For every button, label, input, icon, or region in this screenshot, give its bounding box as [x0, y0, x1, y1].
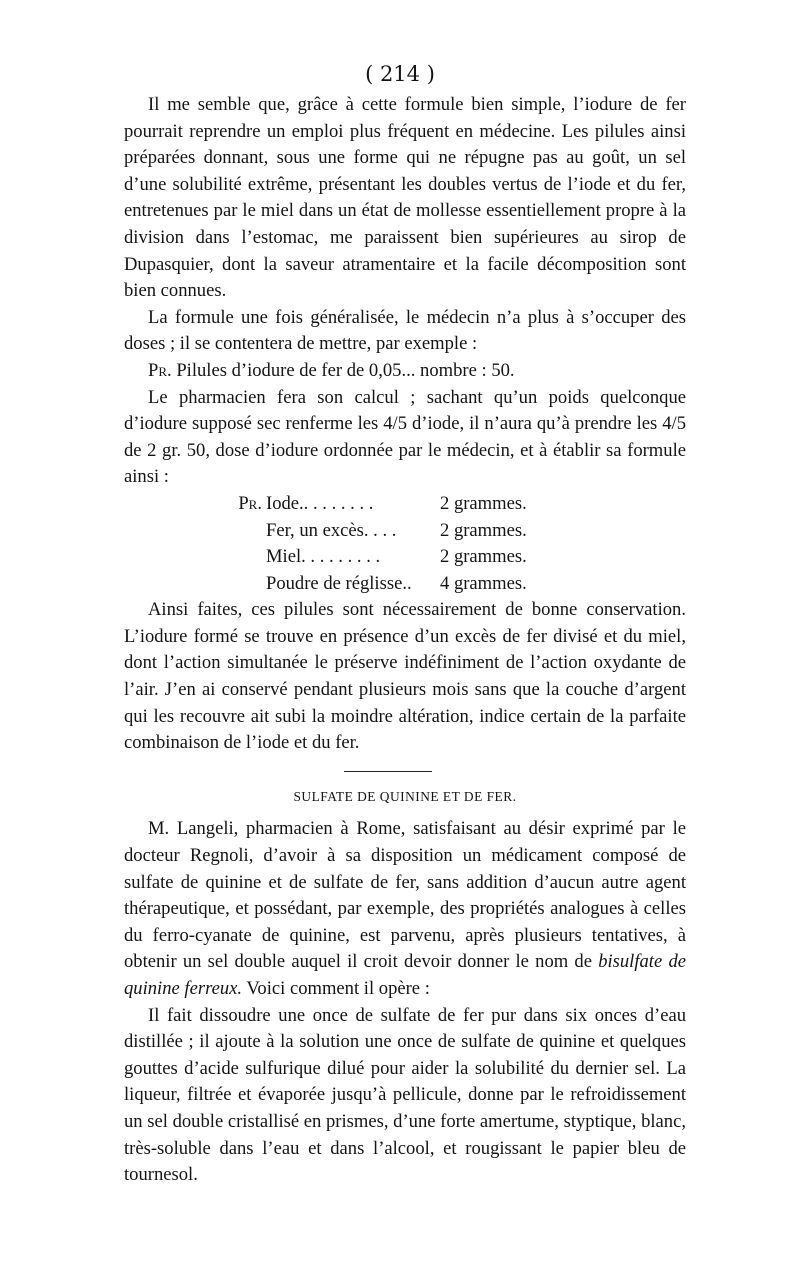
page-text: [124, 92, 686, 1189]
ingredient-name: Iode.. . . . . . . .: [266, 492, 374, 514]
formula-row: [124, 518, 686, 545]
formula-table: [124, 491, 686, 597]
formula-abbr: Pr.: [238, 492, 262, 514]
formula-row: [124, 491, 686, 518]
salt-name-italic: bisulfate de quinine ferreux.: [124, 951, 686, 999]
paragraph-preparation: Il fait dissoudre une once de sulfate de fer pur dans six onces d’eau distillée ; il ajoute à la solution une once de sulfate de quinine et quelques gouttes d’acide sulfurique dilué pour aider la solubilité du dernier sel. La liqueur, filtrée et évaporée jusqu’à pellicule, donne par le refroidissement un sel double cristallisé en prismes, d’une forte amertume, styptique, blanc, très-soluble dans l’eau et dans l’alcool, et rougissant le papier bleu de tournesol.: [124, 1004, 686, 1186]
langeli-text: M. Langeli, pharmacien à Rome, satisfaisant au désir exprimé par le docteur Regnoli, d’avoir à sa disposition un médicament composé de sulfate de quinine et de sulfate de fer, sans addition d’aucun autre agent thérapeutique, et possédant, par exemple, des propriétés analogues à celles du ferro-cyanate de quinine, est parvenu, après plusieurs tentatives, à obtenir un sel double auquel il croit devoir donner le nom de: [124, 818, 686, 973]
prescription-text: Pilules d’iodure de fer de 0,05... nombre : 50.: [176, 359, 515, 381]
paragraph-calcul: Le pharmacien fera son calcul ; sachant qu’un poids quelconque d’iodure supposé sec renferme les 4/5 d’iode, il n’aura qu’à prendre les 4/5 de 2 gr. 50, dose d’iodure ordonnée par le médecin, et à établir sa formule ainsi :: [124, 386, 686, 488]
formula-row: [124, 571, 686, 598]
ingredient-name: Fer, un excès. . . .: [266, 519, 397, 541]
ingredient-name: Miel. . . . . . . . .: [266, 546, 381, 568]
ingredient-quantity: 2 grammes.: [440, 546, 527, 568]
paragraph-conservation: Ainsi faites, ces pilules sont nécessairement de bonne conservation. L’iodure formé se trouve en présence d’un excès de fer divisé et du miel, dont l’action simultanée le préserve indéfiniment de l’action oxydante de l’air. J’en ai conservé pendant plusieurs mois sans que la couche d’argent qui les recouvre ait subi la moindre altération, indice certain de la parfaite combinaison de l’iode et du fer.: [124, 599, 686, 754]
paragraph-iodure-formule: Il me semble que, grâce à cette formule bien simple, l’iodure de fer pourrait reprendre un emploi plus fréquent en médecine. Les pilules ainsi préparées donnant, sous une forme qui ne répugne pas au goût, un sel d’une solubilité extrême, présentant les doubles vertus de l’iode et du fer, entretenues par le miel dans un état de mollesse essentiellement propre à la division dans l’estomac, me paraissent bien supérieures au sirop de Dupasquier, dont la saveur atramentaire et la facile décomposition sont bien connues.: [124, 94, 686, 302]
ingredient-quantity: 2 grammes.: [440, 492, 527, 514]
prescription-line: [124, 358, 686, 385]
ingredient-name: Poudre de réglisse..: [266, 572, 412, 594]
ingredient-quantity: 2 grammes.: [440, 519, 527, 541]
prescription-abbr: Pr.: [148, 359, 172, 381]
paragraph-doses: La formule une fois généralisée, le médecin n’a plus à s’occuper des doses ; il se contentera de mettre, par exemple :: [124, 306, 686, 355]
paragraph-langeli: [124, 816, 686, 1002]
section-divider: [344, 771, 432, 772]
section-heading: SULFATE DE QUININE ET DE FER.: [293, 788, 517, 804]
ingredient-quantity: 4 grammes.: [440, 572, 527, 594]
page-number: ( 214 ): [365, 62, 435, 86]
formula-row: [124, 544, 686, 571]
langeli-text-end: Voici comment il opère :: [242, 978, 430, 999]
